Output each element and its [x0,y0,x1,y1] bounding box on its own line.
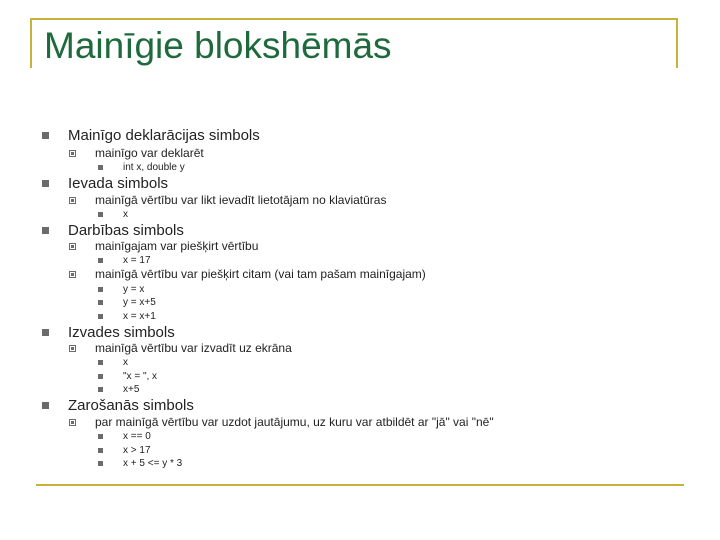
item-detail: x+5 [123,384,140,395]
item-detail: x [123,357,128,368]
bullet-icon [69,271,76,278]
item-subpoint: mainīgo var deklarēt [95,146,204,160]
bullet-icon [98,374,103,379]
slide-title: Mainīgie blokshēmās [44,25,392,66]
bullet-icon [42,329,49,336]
item-detail: int x, double y [123,162,185,173]
item-detail: x = 17 [123,255,151,266]
item-subpoint: mainīgā vērtību var izvadīt uz ekrāna [95,341,292,355]
bullet-icon [98,448,103,453]
bullet-icon [69,243,76,250]
bullet-icon [98,165,103,170]
bullet-icon [98,434,103,439]
item-heading: Mainīgo deklarācijas simbols [68,127,260,144]
item-detail: x > 17 [123,445,151,456]
item-heading: Zarošanās simbols [68,397,194,414]
item-subpoint: mainīgā vērtību var likt ievadīt lietotājam no klaviatūras [95,193,387,207]
item-detail: y = x+5 [123,297,156,308]
item-heading: Izvades simbols [68,324,175,341]
bullet-icon [42,227,49,234]
item-detail: x + 5 <= y * 3 [123,458,183,469]
bullet-icon [69,197,76,204]
bullet-icon [69,419,76,426]
bullet-icon [98,360,103,365]
bullet-icon [98,461,103,466]
bullet-icon [98,314,103,319]
item-detail: x == 0 [123,431,151,442]
bullet-icon [42,402,49,409]
bullet-icon [98,287,103,292]
title-frame-top-rule [30,18,678,20]
item-subpoint: mainīgā vērtību var piešķirt citam (vai tam pašam mainīgajam) [95,267,426,281]
bullet-icon [42,180,49,187]
bullet-icon [69,345,76,352]
item-detail: x [123,209,128,220]
bullet-icon [98,300,103,305]
bullet-icon [98,212,103,217]
item-subpoint: par mainīgā vērtību var uzdot jautājumu, uz kuru var atbildēt ar "jā" vai "nē" [95,415,494,429]
item-subpoint: mainīgajam var piešķirt vērtību [95,239,259,253]
title-frame-right-rule [676,18,678,68]
item-heading: Ievada simbols [68,175,169,192]
bullet-icon [69,150,76,157]
bottom-rule [36,484,684,486]
item-detail: y = x [123,284,145,295]
item-detail: x = x+1 [123,311,156,322]
bullet-icon [98,258,103,263]
item-heading: Darbības simbols [68,222,184,239]
item-detail: "x = ", x [123,371,158,382]
bullet-icon [42,132,49,139]
title-frame-left-rule [30,18,32,68]
bullet-icon [98,387,103,392]
